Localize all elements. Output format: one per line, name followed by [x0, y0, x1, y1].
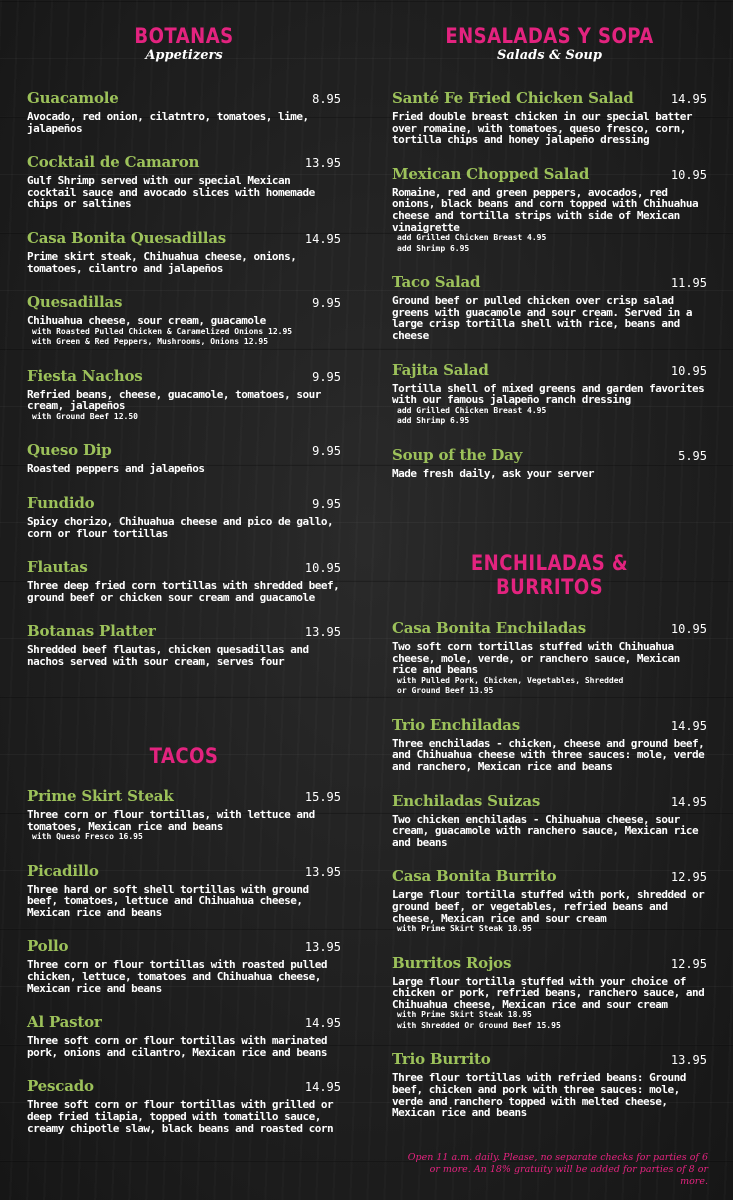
menu-item-name: Pescado — [27, 1077, 94, 1096]
menu-item-price: 12.95 — [670, 870, 707, 885]
menu-item-description: Shredded beef flautas, chicken quesadillas and nachos served with sour cream, serves four — [27, 643, 309, 668]
menu-item-price: 10.95 — [670, 622, 707, 636]
menu-item-description: Chihuahua cheese, sour cream, guacamole — [27, 314, 266, 328]
menu-item-addon: add Grilled Chicken Breast 4.95 — [397, 233, 547, 243]
menu-item-header — [27, 1013, 341, 1033]
menu-item-name: Flautas — [27, 558, 88, 577]
menu-item-price: 14.95 — [670, 794, 707, 809]
menu-item — [392, 89, 707, 146]
menu-item-header — [392, 867, 707, 887]
menu-list — [27, 89, 341, 668]
menu-item-description: Two soft corn tortillas stuffed with Chihuahua cheese, mole, verde, or ranchero sauce, Mexican rice and beans — [392, 640, 680, 677]
menu-item-price: 12.95 — [670, 956, 707, 971]
menu-item — [27, 787, 341, 843]
menu-item-price: 10.95 — [304, 561, 341, 576]
menu-item-price: 14.95 — [670, 92, 707, 106]
menu-item-header — [27, 89, 341, 109]
menu-item-description: Gulf Shrimp served with our special Mexican cocktail sauce and avocado slices with homemade chips or saltines — [27, 174, 315, 211]
menu-item-header — [27, 558, 341, 578]
menu-item — [27, 1077, 341, 1134]
menu-item-description: Three flour tortillas with refried beans: Ground beef, chicken and pork with three sauces: mole, verde and ranchero topped with melted cheese, Mexican rice and beans — [392, 1071, 686, 1120]
menu-item-price: 13.95 — [304, 940, 341, 955]
menu-item-price: 11.95 — [670, 276, 707, 291]
menu-item-header — [27, 293, 341, 313]
menu-item-price: 10.95 — [670, 363, 707, 378]
menu-item — [27, 153, 341, 210]
section-title: ENSALADAS Y SOPA — [445, 24, 654, 48]
menu-item-header — [392, 361, 707, 381]
menu-item-description: Two chicken enchiladas - Chihuahua cheese, sour cream, guacamole with ranchero sauce, Mexican rice and beans — [392, 812, 699, 849]
menu-item-header — [27, 1077, 341, 1097]
menu-item-price: 14.95 — [304, 231, 341, 246]
menu-item-price: 5.95 — [678, 448, 707, 463]
menu-item-addon: or Ground Beef 13.95 — [397, 686, 494, 696]
menu-item-price: 13.95 — [304, 625, 341, 640]
menu-item — [27, 89, 341, 134]
menu-item-name: Picadillo — [27, 861, 99, 880]
menu-item — [392, 954, 707, 1032]
menu-item-price: 15.95 — [304, 790, 341, 804]
menu-item-description: Prime skirt steak, Chihuahua cheese, onions, tomatoes, cilantro and jalapeños — [27, 249, 297, 275]
menu-item-description: Tortilla shell of mixed greens and garden favorites with our famous jalapeño ranch dressing — [392, 381, 705, 407]
menu-item-header — [392, 954, 707, 974]
section-botanas — [27, 24, 341, 687]
menu-list — [27, 787, 341, 1134]
menu-item — [27, 367, 341, 423]
menu-item-name: Enchiladas Suizas — [392, 791, 541, 810]
menu-item-name: Soup of the Day — [392, 445, 523, 464]
section-tacos — [27, 744, 341, 1153]
menu-item-header — [392, 792, 707, 812]
menu-item-name: Casa Bonita Enchiladas — [392, 619, 586, 637]
menu-item-name: Taco Salad — [392, 273, 481, 292]
menu-item — [27, 558, 341, 603]
menu-item-name: Queso Dip — [27, 441, 112, 460]
menu-item-name: Guacamole — [27, 89, 119, 107]
section-subtitle: Appetizers — [145, 48, 223, 63]
menu-item — [392, 1050, 707, 1118]
menu-item-addon: add Shrimp 6.95 — [397, 243, 470, 253]
menu-item-description: Large flour tortilla stuffed with your choice of chicken or pork, refried beans, ranchero sauce, and Chihuahua cheese, Mexican rice and sour cream — [392, 974, 705, 1011]
menu-item-price: 13.95 — [304, 864, 341, 879]
menu-item — [27, 494, 341, 539]
menu-item-header — [392, 165, 707, 185]
menu-item-header — [27, 622, 341, 642]
menu-item-description: Large flour tortilla stuffed with pork, shredded or ground beef, or vegetables, refried beans and cheese, Mexican rice and sour cream — [392, 888, 705, 925]
menu-item-description: Three soft corn or flour tortillas with marinated pork, onions and cilantro, Mexican rice and beans — [27, 1034, 328, 1059]
menu-item — [392, 716, 707, 773]
menu-item-name: Trio Enchiladas — [392, 715, 521, 734]
menu-item-description: Refried beans, cheese, guacamole, tomatoes, sour cream, jalapeños — [27, 387, 321, 413]
menu-item-name: Burritos Rojos — [392, 953, 512, 972]
menu-item-description: Romaine, red and green peppers, avocados, red onions, black beans and corn topped with Chihuahua cheese and tortilla strips with side of Mexican vinaigrette — [392, 185, 699, 234]
menu-item-description: Three hard or soft shell tortillas with ground beef, tomatoes, lettuce and Chihuahua cheese, Mexican rice and beans — [27, 882, 309, 919]
menu-item-price: 8.95 — [312, 92, 341, 106]
menu-item — [27, 937, 341, 994]
menu-item-name: Casa Bonita Burrito — [392, 867, 557, 886]
menu-item-header — [392, 716, 707, 736]
menu-item-description: Ground beef or pulled chicken over crisp salad greens with guacamole and sour cream. Served in a large crisp tortilla shell with rice, beans and cheese — [392, 294, 693, 342]
menu-item-header — [27, 441, 341, 461]
menu-item-name: Al Pastor — [27, 1013, 102, 1032]
menu-item-description: Three soft corn or flour tortillas with grilled or deep fried tilapia, topped with tomatillo sauce, creamy chipotle slaw, black beans and roasted corn — [27, 1098, 334, 1135]
menu-item-addon: with Queso Fresco 16.95 — [32, 832, 143, 842]
menu-item-price: 9.95 — [312, 444, 341, 459]
menu-item-addon: with Pulled Pork, Chicken, Vegetables, Shredded — [397, 675, 624, 685]
menu-item — [27, 441, 341, 475]
menu-item-name: Prime Skirt Steak — [27, 787, 174, 805]
menu-item-header — [27, 229, 341, 249]
menu-item-description: Roasted peppers and jalapeños — [27, 462, 205, 476]
menu-item-description: Made fresh daily, ask your server — [392, 466, 595, 480]
menu-item-header — [27, 937, 341, 957]
menu-list — [392, 89, 707, 479]
menu-item-name: Pollo — [27, 937, 69, 956]
menu-item-header — [392, 273, 707, 293]
section-title: TACOS — [149, 744, 219, 768]
menu-item — [392, 273, 707, 341]
menu-item-price: 13.95 — [670, 1053, 707, 1068]
menu-item-addon: add Grilled Chicken Breast 4.95 — [397, 405, 547, 415]
menu-item-addon: with Prime Skirt Steak 18.95 — [397, 924, 532, 934]
section-title: ENCHILADAS & BURRITOS — [470, 551, 629, 599]
menu-item — [392, 361, 707, 427]
menu-item — [392, 446, 707, 480]
menu-item-description: Fried double breast chicken in our special batter over romaine, with tomatoes, queso fresco, corn, tortilla chips and honey jalapeño dressing — [392, 110, 693, 147]
section-title: BOTANAS — [134, 24, 234, 48]
menu-item — [392, 165, 707, 254]
menu-item-addon: with Prime Skirt Steak 18.95 — [397, 1010, 532, 1020]
menu-item-description: Three deep fried corn tortillas with shredded beef, ground beef or chicken sour cream and guacamole — [27, 579, 340, 604]
menu-item-price: 14.95 — [304, 1016, 341, 1031]
menu-item-price: 10.95 — [670, 167, 707, 182]
section-subtitle: Salads & Soup — [497, 48, 602, 63]
menu-item-addon: with Roasted Pulled Chicken & Caramelized Onions 12.95 — [32, 326, 293, 336]
menu-item-header — [27, 862, 341, 882]
menu-item-price: 9.95 — [312, 497, 341, 512]
menu-item-description: Spicy chorizo, Chihuahua cheese and pico de gallo, corn or flour tortillas — [27, 515, 334, 540]
menu-item-price: 14.95 — [304, 1080, 341, 1095]
menu-item-header — [392, 446, 707, 466]
section-ensaladas — [392, 24, 707, 498]
menu-item-price: 9.95 — [312, 369, 341, 384]
menu-item-name: Fajita Salad — [392, 360, 489, 379]
menu-item-addon: with Green & Red Peppers, Mushrooms, Onions 12.95 — [32, 337, 269, 347]
menu-item-name: Fundido — [27, 494, 95, 513]
menu-item-header — [27, 367, 341, 387]
menu-item-price: 14.95 — [670, 718, 707, 733]
menu-item-addon: with Ground Beef 12.50 — [32, 411, 138, 421]
menu-item-description: Three corn or flour tortillas, with lettuce and tomatoes, Mexican rice and beans — [27, 808, 315, 833]
menu-item — [392, 867, 707, 934]
menu-item-name: Santé Fe Fried Chicken Salad — [392, 89, 634, 107]
menu-item-header — [27, 494, 341, 514]
menu-item — [27, 1013, 341, 1058]
menu-item-description: Avocado, red onion, cilatntro, tomatoes, lime, jalapeños — [27, 110, 309, 135]
menu-list — [392, 619, 707, 1119]
menu-item-header — [27, 153, 341, 173]
menu-item — [392, 792, 707, 849]
menu-item-header — [392, 619, 707, 639]
menu-item — [392, 619, 707, 697]
menu-item-header — [392, 89, 707, 109]
menu-item — [27, 229, 341, 274]
menu-item-name: Cocktail de Camaron — [27, 153, 200, 172]
menu-item-header — [392, 1050, 707, 1070]
menu-item-addon: with Shredded Or Ground Beef 15.95 — [397, 1020, 561, 1030]
menu-item-description: Three corn or flour tortillas with roasted pulled chicken, lettuce, tomatoes and Chihuahua cheese, Mexican rice and beans — [27, 958, 328, 995]
section-enchiladas — [392, 551, 707, 1138]
menu-item-description: Three enchiladas - chicken, cheese and ground beef, and Chihuahua cheese with three sauces: mole, verde and ranchero, Mexican rice and beans — [392, 736, 705, 773]
menu-item — [27, 293, 341, 348]
menu-item-price: 13.95 — [304, 156, 341, 171]
menu-item — [27, 862, 341, 919]
menu-item-header — [27, 787, 341, 807]
menu-item-name: Casa Bonita Quesadillas — [27, 228, 227, 247]
menu-item-addon: add Shrimp 6.95 — [397, 416, 470, 426]
menu-item-name: Quesadillas — [27, 293, 123, 312]
menu-item — [27, 622, 341, 667]
menu-item-name: Trio Burrito — [392, 1050, 491, 1069]
menu-item-name: Mexican Chopped Salad — [392, 164, 590, 183]
menu-item-price: 9.95 — [312, 296, 341, 311]
footer-note: Open 11 a.m. daily. Please, no separate checks for parties of 6 or more. An 18% gratuity will be added for parties of 8 or more. — [407, 1152, 708, 1187]
menu-item-name: Fiesta Nachos — [27, 366, 143, 385]
menu-item-name: Botanas Platter — [27, 622, 156, 641]
